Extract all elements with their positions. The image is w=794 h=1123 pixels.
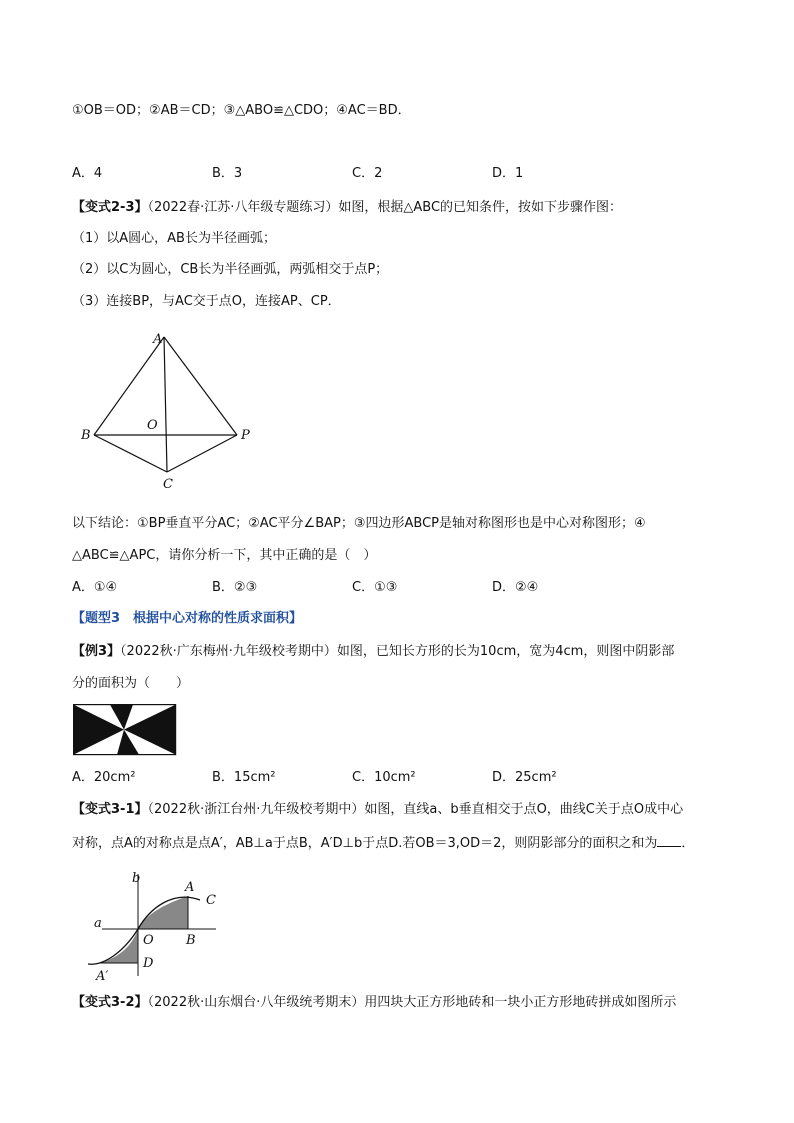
v23-tag: 【变式2-3】 [72, 200, 148, 215]
kite-diagram [75, 325, 275, 495]
v23-conclusion-1: 以下结论：①BP垂直平分AC；②AC平分∠BAP；③四边形ABCP是轴对称图形也是中心对称图形；④ [72, 516, 646, 531]
label-p: P [241, 428, 250, 443]
option-a: A．20cm² [72, 770, 136, 785]
label-b: B [186, 933, 196, 948]
v31-text2-end: ． [681, 836, 695, 851]
option-c: C．2 [352, 166, 383, 181]
v23-header [72, 198, 622, 218]
option-b: B．3 [212, 166, 243, 181]
option-a: A．4 [72, 166, 103, 181]
ex3-tag: 【例3】 [72, 644, 121, 659]
label-a-prime: A′ [96, 969, 109, 984]
answer-blank [657, 832, 681, 847]
option-c: C．10cm² [352, 770, 416, 785]
label-b-axis: b [132, 871, 141, 886]
curve-diagram [88, 868, 228, 983]
v32-tag: 【变式3-2】 [72, 995, 148, 1010]
options-row-top [72, 164, 732, 184]
rectangle-diagram [73, 704, 177, 756]
label-a: A [153, 332, 163, 347]
option-a: A．①④ [72, 580, 118, 595]
label-c: C [163, 477, 173, 492]
v32-line1 [72, 993, 676, 1013]
ex3-text1: 如图，已知长方形的长为10cm，宽为4cm，则图中阴影部 [336, 644, 675, 659]
label-b: B [81, 428, 91, 443]
v23-step1: （1）以A圆心，AB长为半径画弧； [72, 231, 276, 246]
option-d: D．25cm² [492, 770, 557, 785]
option-b: B．②③ [212, 580, 258, 595]
ex3-source: （2022秋·广东梅州·九年级校考期中） [120, 644, 337, 659]
label-a-axis: a [94, 916, 102, 931]
ex3-line2: 分的面积为（ ） [72, 676, 190, 691]
options-row-v23 [72, 578, 732, 598]
v23-conclusion-2: △ABC≌△APC，请你分析一下，其中正确的是（ ） [72, 548, 377, 563]
v31-tag: 【变式3-1】 [72, 802, 148, 817]
statement-line: ①OB＝OD；②AB＝CD；③△ABO≌△CDO；④AC＝BD． [72, 103, 411, 118]
v32-source: （2022秋·山东烟台·八年级统考期末） [147, 995, 365, 1010]
v23-source: （2022春·江苏·八年级专题练习） [147, 200, 339, 215]
section-heading-type3: 【题型3 根据中心对称的性质求面积】 [72, 611, 303, 626]
v23-step2: （2）以C为圆心，CB长为半径画弧，两弧相交于点P； [72, 262, 389, 277]
option-c: C．①③ [352, 580, 398, 595]
v31-line1 [72, 800, 683, 820]
option-b: B．15cm² [212, 770, 276, 785]
v31-source: （2022秋·浙江台州·九年级校考期中） [147, 802, 365, 817]
label-o: O [143, 933, 154, 948]
option-d: D．1 [492, 166, 524, 181]
label-d: D [143, 956, 154, 971]
v31-line2 [72, 832, 694, 854]
label-o: O [147, 418, 158, 433]
v31-text1: 如图，直线a、b垂直相交于点O，曲线C关于点O成中心 [364, 802, 684, 817]
options-row-ex3 [72, 768, 732, 788]
label-a: A [185, 880, 195, 895]
option-d: D．②④ [492, 580, 539, 595]
ex3-line1 [72, 642, 674, 662]
v32-text: 用四块大正方形地砖和一块小正方形地砖拼成如图所示 [364, 995, 677, 1010]
label-c: C [206, 893, 216, 908]
v31-text2: 对称，点A的对称点是点A′，AB⊥a于点B，A′D⊥b于点D.若OB＝3,OD＝2，则阴影部分的面积之和为 [72, 836, 658, 851]
v23-intro: 如图，根据△ABC的已知条件，按如下步骤作图： [338, 200, 623, 215]
v23-step3: （3）连接BP，与AC交于点O，连接AP、CP． [72, 294, 341, 309]
